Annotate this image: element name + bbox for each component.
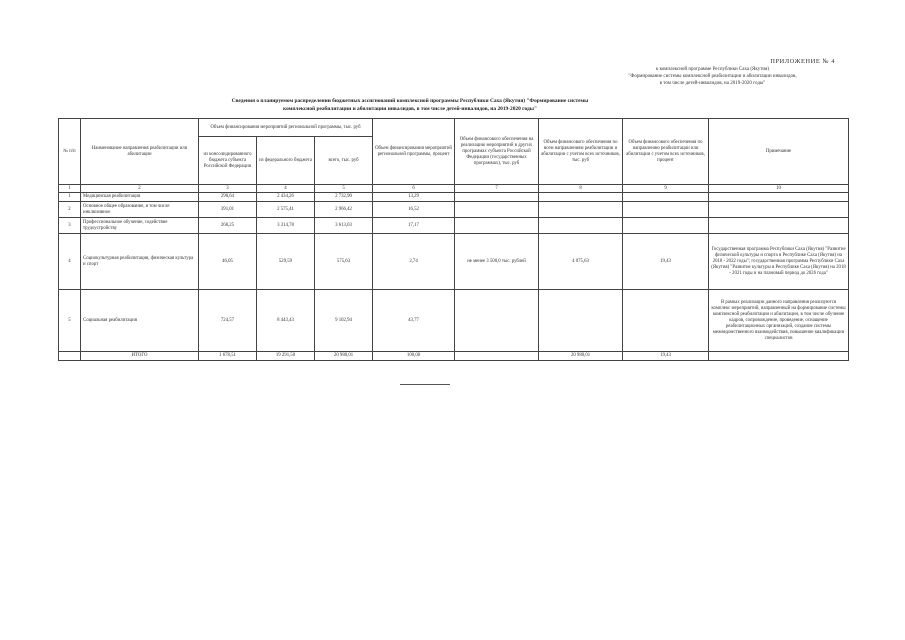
total-empty-cell <box>455 352 539 361</box>
row-share: 16,52 <box>373 202 455 218</box>
row-share: 17,17 <box>373 218 455 234</box>
row-pct <box>623 290 709 352</box>
row-direction: Социальная реабилитация <box>81 290 199 352</box>
row-num: 4 <box>59 234 81 290</box>
row-direction: Медицинская реабилитация <box>81 193 199 202</box>
total-share: 100,00 <box>373 352 455 361</box>
row-total: 2 966,42 <box>315 202 373 218</box>
row-num: 1 <box>59 193 81 202</box>
header-all-sources: Объем финансового обеспечения по всем направлениям реабилитации и абилитации с учетом всех источников, тыс. руб <box>539 119 623 185</box>
row-note <box>709 218 849 234</box>
document-title-line: Сведения о планируемом распределении бюджетных ассигнований комплексной программы Республики Саха (Якутия) "Формирование системы <box>231 98 589 104</box>
total-sum: 20 980,01 <box>315 352 373 361</box>
row-other: не менее 3 500,0 тыс. рублей <box>455 234 539 290</box>
column-number: 8 <box>539 185 623 193</box>
column-numbers-row <box>59 185 849 193</box>
separator-line <box>400 384 450 385</box>
total-consolidated: 1 678,51 <box>199 352 257 361</box>
row-consolidated: 391,01 <box>199 202 257 218</box>
header-num: № п/п <box>59 119 81 185</box>
row-all: 4 075,63 <box>539 234 623 290</box>
header-federal: из федерального бюджета <box>257 137 315 185</box>
document-title <box>190 97 630 113</box>
row-share: 13,29 <box>373 193 455 202</box>
row-pct <box>623 218 709 234</box>
row-total: 575,63 <box>315 234 373 290</box>
total-label: ИТОГО <box>81 352 199 361</box>
header-other-programs: Объем финансового обеспечения на реализацию мероприятий в других программах субъекта Российской Федерации (государственных программах), тыс. руб <box>455 119 539 185</box>
row-direction: Социокультурная реабилитация, физическая культура и спорт <box>81 234 199 290</box>
column-number: 10 <box>709 185 849 193</box>
appendix-block <box>590 58 835 87</box>
row-total: 9 102,94 <box>315 290 373 352</box>
header-share: Объем финансирования мероприятий региональной программы, процент <box>373 119 455 185</box>
row-federal: 529,59 <box>257 234 315 290</box>
table-row <box>59 202 849 218</box>
column-number: 3 <box>199 185 257 193</box>
total-empty-cell <box>59 352 81 361</box>
row-note: Государственная программа Республики Саха (Якутия) "Развитие физической культуры и спорта в Республике Саха (Якутия) на 2018 - 2022 годы"; государственная программа Республики Саха (Якутия) "Развитие культуры в Республике Саха (Якутия) на 2018 - 2021 годы и на плановый период до 2026 года" <box>709 234 849 290</box>
row-num: 3 <box>59 218 81 234</box>
row-total: 2 732,90 <box>315 193 373 202</box>
row-num: 2 <box>59 202 81 218</box>
total-all-sources-pct: 19,43 <box>623 352 709 361</box>
column-number: 4 <box>257 185 315 193</box>
row-note: В рамках реализации данного направления реализуются комплекс мероприятий, направленный на формирование системы комплексной реабилитации и абилитации, в том числе обучение кадров, сопровождение, проведение, оснащение реабилитационных организаций, создание системы межведомственного взаимодействия, повышение квалификации специалистов <box>709 290 849 352</box>
appendix-line: к комплексной программе Республики Саха (Якутия) <box>655 67 770 72</box>
column-number: 9 <box>623 185 709 193</box>
header-direction: Наименование направления реабилитации или абилитации <box>81 119 199 185</box>
total-empty-cell <box>709 352 849 361</box>
document-title-line: комплексной реабилитации и абилитации инвалидов, в том числе детей-инвалидов, на 2019-2020 годы" <box>283 106 537 112</box>
appendix-title: ПРИЛОЖЕНИЕ № 4 <box>770 58 835 65</box>
row-share: 2,74 <box>373 234 455 290</box>
row-federal: 3 314,78 <box>257 218 315 234</box>
row-federal: 2 434,26 <box>257 193 315 202</box>
row-direction: Основное общее образование, в том числе инклюзивное <box>81 202 199 218</box>
row-all <box>539 202 623 218</box>
table-row <box>59 193 849 202</box>
row-other <box>455 290 539 352</box>
row-federal: 8 443,43 <box>257 290 315 352</box>
row-total: 3 613,03 <box>315 218 373 234</box>
header-funding-group: Объем финансирования мероприятий региональной программы, тыс. руб <box>199 119 373 137</box>
header-all-sources-pct: Объем финансового обеспечения по направлению реабилитации или абилитации с учетом всех источников, процент <box>623 119 709 185</box>
row-num: 5 <box>59 290 81 352</box>
row-other <box>455 193 539 202</box>
row-direction: Профессиональное обучение, содействие трудоустройству <box>81 218 199 234</box>
row-all <box>539 218 623 234</box>
header-note: Примечание <box>709 119 849 185</box>
table-row <box>59 234 849 290</box>
table-row <box>59 290 849 352</box>
row-pct <box>623 202 709 218</box>
column-number: 5 <box>315 185 373 193</box>
column-number: 6 <box>373 185 455 193</box>
row-consolidated: 46,05 <box>199 234 257 290</box>
appendix-line: "Формирование системы комплексной реабилитации и абилитации инвалидов, <box>628 74 797 79</box>
header-consolidated: из консолидированного бюджета субъекта Российской Федерации <box>199 137 257 185</box>
row-federal: 2 575,41 <box>257 202 315 218</box>
row-note <box>709 193 849 202</box>
row-share: 43,77 <box>373 290 455 352</box>
row-pct: 19,43 <box>623 234 709 290</box>
column-number: 1 <box>59 185 81 193</box>
row-consolidated: 724,57 <box>199 290 257 352</box>
funding-table <box>58 118 849 361</box>
column-number: 7 <box>455 185 539 193</box>
row-other <box>455 202 539 218</box>
appendix-line: в том числе детей-инвалидов, на 2019-2020 годы" <box>659 81 766 86</box>
column-number: 2 <box>81 185 199 193</box>
row-other <box>455 218 539 234</box>
total-all-sources: 20 980,01 <box>539 352 623 361</box>
row-all <box>539 290 623 352</box>
row-consolidated: 268,25 <box>199 218 257 234</box>
row-note <box>709 202 849 218</box>
header-total: всего, тыс. руб <box>315 137 373 185</box>
row-all <box>539 193 623 202</box>
row-consolidated: 298,64 <box>199 193 257 202</box>
total-federal: 19 291,50 <box>257 352 315 361</box>
table-row <box>59 218 849 234</box>
total-row <box>59 352 849 361</box>
row-pct <box>623 193 709 202</box>
